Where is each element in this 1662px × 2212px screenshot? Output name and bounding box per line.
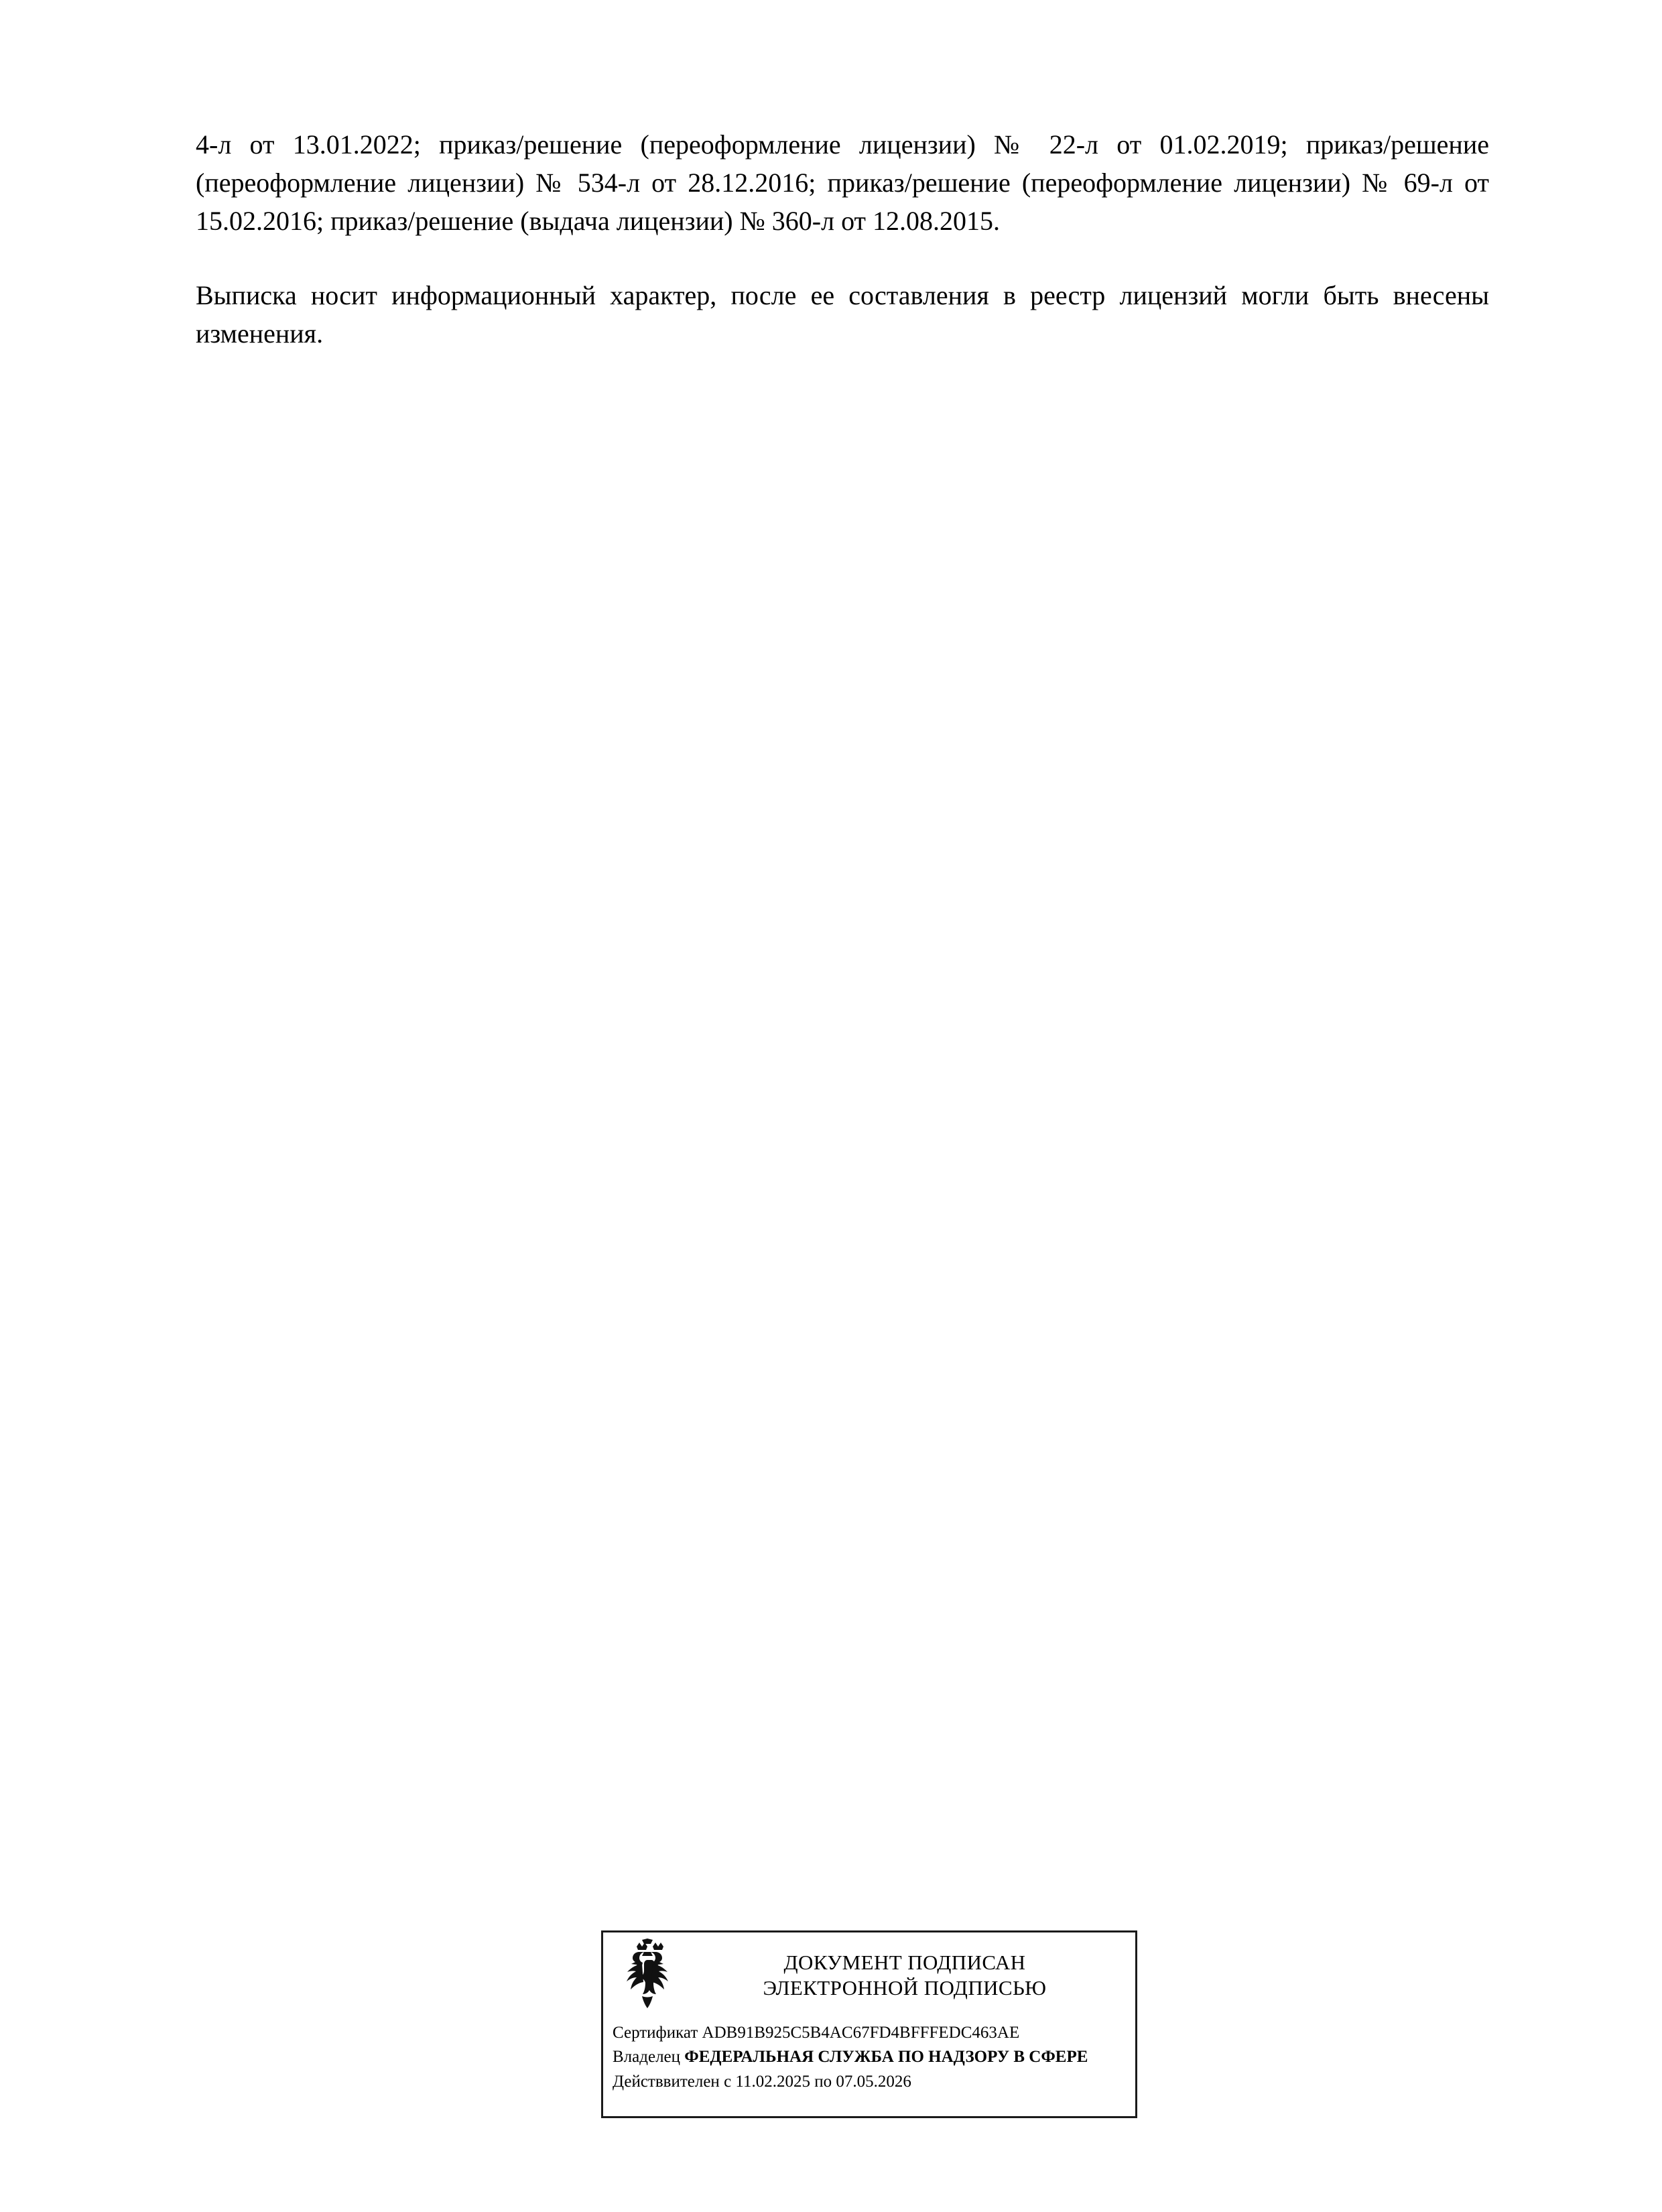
stamp-validity-label: Действвителен с [613,2072,732,2091]
double-headed-eagle-emblem [613,1939,682,2012]
electronic-signature-stamp [601,1930,1137,2118]
paragraph-disclaimer: Выписка носит информационный характер, после ее составления в реестр лицензий могли быть внесены изменения. [196,280,1489,349]
stamp-validity-to: 07.05.2026 [836,2072,911,2091]
stamp-owner-line [603,2045,1135,2069]
stamp-validity-line [603,2070,1135,2094]
stamp-owner-value: ФЕДЕРАЛЬНАЯ СЛУЖБА ПО НАДЗОРУ В СФЕРЕ [684,2048,1088,2067]
stamp-owner-label: Владелец [613,2048,681,2067]
stamp-title-line-2: ЭЛЕКТРОННОЙ ПОДПИСЬЮ [763,1976,1047,2000]
stamp-title [686,1950,1135,2001]
stamp-validity-from: 11.02.2025 [735,2072,810,2091]
paragraph-license-orders: 4-л от 13.01.2022; приказ/решение (переоформление лицензии) № 22-л от 01.02.2019; приказ/решение (переоформление лицензии) № 534-л от 28.12.2016; приказ/решение (переоформление лицензии) № 69-л от 15.02.2016; приказ/решение (выдача лицензии) № 360-л от 12.08.2015. [196,129,1489,236]
stamp-validity-to-label: по [814,2072,832,2091]
stamp-certificate-label: Сертификат [613,2024,698,2042]
stamp-header [603,1932,1135,2018]
stamp-title-line-1: ДОКУМЕНТ ПОДПИСАН [783,1951,1026,1975]
document-body [196,126,1489,353]
stamp-details [603,2018,1135,2094]
stamp-certificate-line [603,2021,1135,2045]
stamp-certificate-value: ADB91B925C5B4AC67FD4BFFFEDC463AE [702,2024,1020,2042]
